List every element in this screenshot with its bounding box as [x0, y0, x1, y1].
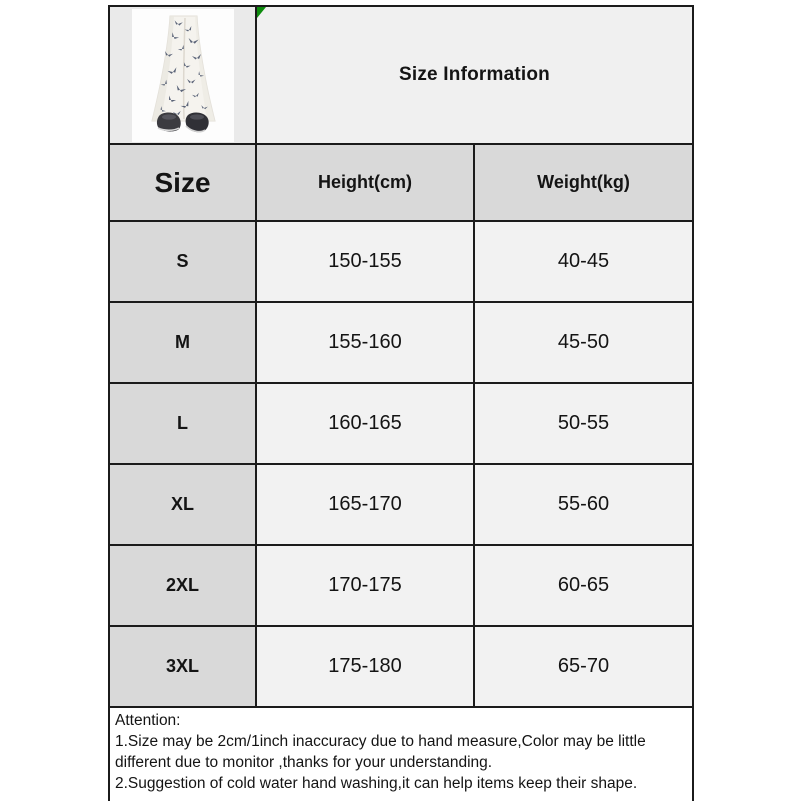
- size-chart-table: [108, 5, 694, 801]
- page-title: Size Information: [399, 64, 550, 85]
- green-corner-marker-icon: [257, 7, 266, 18]
- attention-note-2: 2.Suggestion of cold water hand washing,it can help items keep their shape.: [115, 775, 638, 792]
- attention-heading: Attention:: [115, 712, 181, 729]
- weight-cell: 50-55: [475, 384, 692, 465]
- weight-cell: 45-50: [475, 303, 692, 384]
- size-cell: S: [110, 222, 257, 303]
- weight-cell: 55-60: [475, 465, 692, 546]
- product-photo: [132, 9, 234, 142]
- height-cell: 175-180: [257, 627, 475, 708]
- size-cell: M: [110, 303, 257, 384]
- attention-section: [110, 708, 692, 801]
- weight-cell: 40-45: [475, 222, 692, 303]
- size-information-cell: [257, 7, 692, 145]
- size-cell: XL: [110, 465, 257, 546]
- size-cell: 2XL: [110, 546, 257, 627]
- column-header-weight: Weight(kg): [475, 145, 692, 222]
- weight-cell: 60-65: [475, 546, 692, 627]
- attention-note-1: 1.Size may be 2cm/1inch inaccuracy due to hand measure,Color may be little different due to monitor ,thanks for your understanding.: [115, 733, 646, 771]
- weight-cell: 65-70: [475, 627, 692, 708]
- size-cell: L: [110, 384, 257, 465]
- height-cell: 170-175: [257, 546, 475, 627]
- height-cell: 150-155: [257, 222, 475, 303]
- product-image-cell: [110, 7, 257, 145]
- column-header-size: Size: [110, 145, 257, 222]
- height-cell: 160-165: [257, 384, 475, 465]
- height-cell: 165-170: [257, 465, 475, 546]
- size-cell: 3XL: [110, 627, 257, 708]
- column-header-height: Height(cm): [257, 145, 475, 222]
- butterfly-pants-image: [132, 9, 234, 142]
- height-cell: 155-160: [257, 303, 475, 384]
